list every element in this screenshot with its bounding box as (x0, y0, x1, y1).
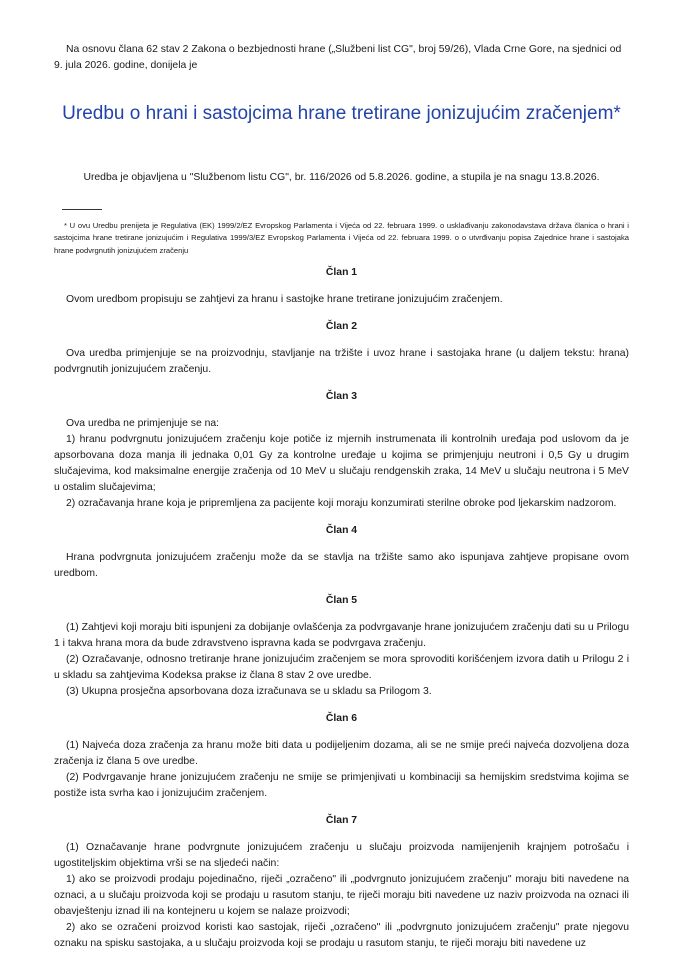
footnote-divider (62, 209, 102, 210)
article-heading: Član 1 (325, 267, 358, 278)
article-paragraph: Hrana podvrgnuta jonizujućem zračenju može da se stavlja na tržište samo ako ispunjava zahtjeve propisane ovom uredbom. (54, 552, 629, 579)
article-paragraph: 1) hranu podvrgnutu jonizujućem zračenju koje potiče iz mjernih instrumenata ili kontrolnih uređaja pod uslovom da je apsorbovana doza manja ili jednaka 0,01 Gy za kontrolne uređaje u kojima se primjenjuju neutroni i 0,5 Gy u drugim slučajevima, kod maksimalne energije zračenja od 10 MeV u slučaju rendgenskih zraka, 14 MeV u slučaju neutrona i 5 MeV u ostalim slučajevima; (54, 434, 629, 493)
article-paragraph: (2) Podvrgavanje hrane jonizujućem zračenju ne smije se primjenjivati u kombinaciji sa hemijskim sredstvima kojima se postiže ista svrha kao i jonizujućim zračenjem. (54, 772, 629, 799)
article-paragraph: (1) Najveća doza zračenja za hranu može biti data u podijeljenim dozama, ali se ne smije preći najveća dozvoljena doza zračenja iz člana 5 ove uredbe. (54, 740, 629, 767)
article-heading: Član 6 (325, 713, 358, 724)
footnote-text: * U ovu Uredbu prenijeta je Regulativa (EK) 1999/2/EZ Evropskog Parlamenta i Vijeća od 22. februara 1999. o usklađivanju zakonodavstava država članica o hrani i sastojcima hrane tretirane jonizujućim i Regulativa 1999/3/EZ Evropskog Parlamenta i Vijeća od 22. februara 1999. o o utvrđivanju popisa Zajednice hrane i sastojaka hrane podvrgnutih jonizujućem zračenju (54, 220, 629, 255)
document-title: Uredbu o hrani i sastojcima hrane tretirane jonizujućim zračenjem* (62, 102, 621, 124)
article-heading: Član 4 (325, 525, 358, 536)
preamble-text: Na osnovu člana 62 stav 2 Zakona o bezbjednosti hrane („Službeni list CG", broj 59/26), Vlada Crne Gore, na sjednici od 9. jula 2026. godine, donijela je (54, 44, 622, 72)
article-paragraph: Ova uredba primjenjuje se na proizvodnju, stavljanje na tržište i uvoz hrane i sastojaka hrane (u daljem tekstu: hrana) podvrgnutih jonizujućem zračenju. (54, 348, 629, 375)
article-heading: Član 3 (325, 391, 358, 402)
article-paragraph: 2) ako se ozračeni proizvod koristi kao sastojak, riječi „ozračeno" ili „podvrgnuto jonizujućem zračenju" prate njegovu oznaku na spisku sastojaka, a u slučaju proizvoda koji se prodaju u rasutom stanju, te riječi moraju biti navedene uz (54, 922, 629, 949)
article-heading: Član 2 (325, 321, 358, 332)
article-paragraph: (1) Označavanje hrane podvrgnute jonizujućem zračenju u slučaju proizvoda namijenjenih krajnjem potrošaču i ugostiteljskim objektima vrši se na sljedeći način: (54, 842, 629, 869)
article-paragraph: Ovom uredbom propisuju se zahtjevi za hranu i sastojke hrane tretirane jonizujućim zračenjem. (66, 294, 503, 305)
article-paragraph: 2) ozračavanja hrane koja je pripremljena za pacijente koji moraju konzumirati sterilne obroke pod ljekarskim nadzorom. (66, 498, 617, 509)
article-heading: Član 7 (325, 815, 358, 826)
articles-body (54, 265, 629, 952)
article-paragraph: Ova uredba ne primjenjuje se na: (66, 418, 220, 429)
article-paragraph: (1) Zahtjevi koji moraju biti ispunjeni za dobijanje ovlašćenja za podvrgavanje hrane jonizujućem zračenju dati su u Prilogu 1 i takva hrana mora da bude zdravstveno ispravna kada se podvrgava zračenju. (54, 622, 629, 649)
article-heading: Član 5 (325, 595, 358, 606)
article-paragraph: 1) ako se proizvodi prodaju pojedinačno, riječi „ozračeno" ili „podvrgnuto jonizujućem zračenju" moraju biti navedene na oznaci, a u slučaju proizvoda koji se prodaju u rasutom stanju, te riječi moraju biti navedene uz naziv proizvoda na oznaci ili obavještenju iznad ili na kontejneru u kojem se nalaze proizvodi; (54, 874, 629, 917)
publication-note: Uredba je objavljena u "Službenom listu CG", br. 116/2026 od 5.8.2026. godine, a stupila je na snagu 13.8.2026. (83, 172, 600, 184)
article-paragraph: (2) Ozračavanje, odnosno tretiranje hrane jonizujućim zračenjem se mora sprovoditi korišćenjem izvora datih u Prilogu 2 i u skladu sa zahtjevima Kodeksa prakse iz člana 8 stav 2 ove uredbe. (54, 654, 629, 681)
article-paragraph: (3) Ukupna prosječna apsorbovana doza izračunava se u skladu sa Prilogom 3. (66, 686, 432, 697)
